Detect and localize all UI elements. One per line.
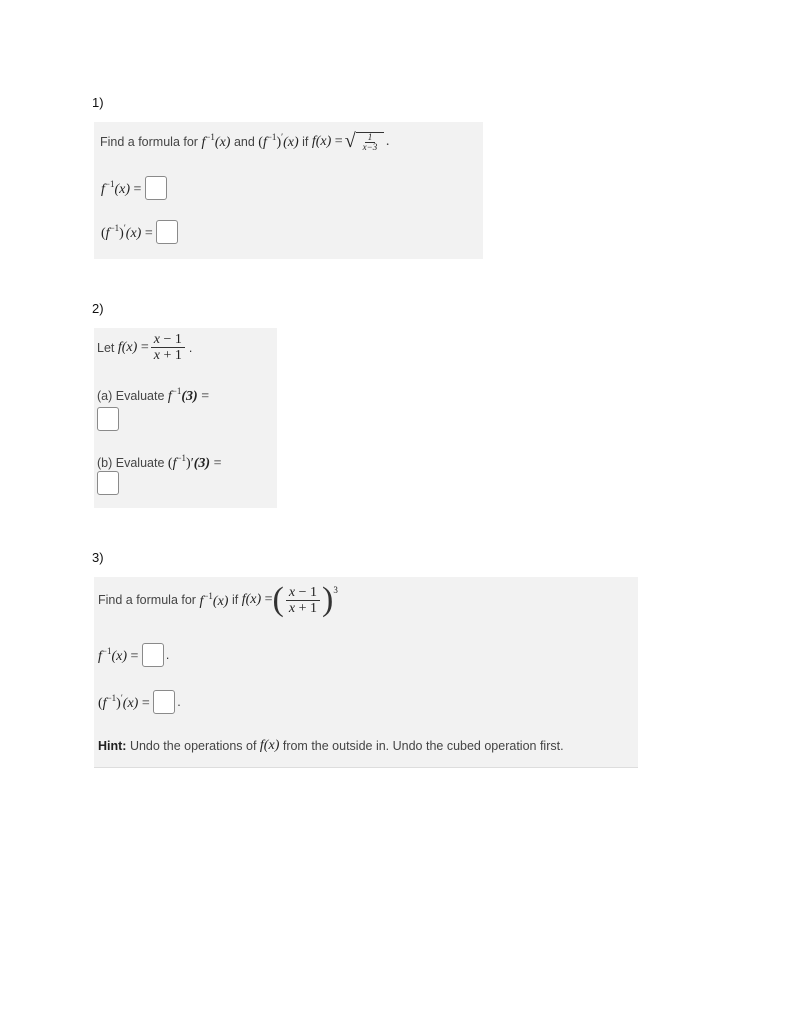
question-1-prompt — [100, 130, 390, 153]
hint-f-expr: f(x) — [259, 738, 280, 753]
f-definition: f(x) = — [311, 133, 343, 149]
if-text: if — [231, 593, 239, 607]
answer-1-input[interactable] — [142, 643, 164, 667]
answer-2-input[interactable] — [156, 220, 178, 244]
right-paren: ) — [321, 581, 334, 618]
question-1-number: 1) — [92, 95, 104, 110]
question-3-answer-1: $f^{-1}(x)$ = . — [98, 643, 169, 667]
question-3-number: 3) — [92, 550, 104, 565]
question-3-prompt — [98, 583, 338, 617]
part-a-answer — [97, 407, 119, 431]
part-b-answer — [97, 471, 119, 495]
if-text: if — [302, 134, 309, 149]
let-text: Let — [97, 340, 115, 355]
fraction-expression: $\frac{x - 1}{x + 1}$ — [286, 585, 320, 616]
answer-2-input[interactable] — [153, 690, 175, 714]
question-2-panel — [94, 328, 277, 508]
question-1-answer-2 — [101, 220, 178, 244]
part-b-prompt — [97, 453, 222, 472]
question-3-answer-2: $(f^{-1})'(x)$ = . — [98, 690, 181, 714]
hint — [98, 738, 564, 754]
question-1-answer-1 — [101, 176, 167, 200]
part-a-prompt — [97, 386, 209, 405]
part-b-text: (b) Evaluate — [97, 455, 165, 470]
part-b-input[interactable] — [97, 471, 119, 495]
question-2-number: 2) — [92, 301, 104, 316]
answer-1-label: $f^{-1}(x)$ = — [98, 645, 139, 664]
part-b-expr: $(f^{-1})'(3)$ = — [167, 453, 222, 471]
hint-label: Hint: — [98, 739, 127, 753]
f-definition: f(x) = — [117, 339, 149, 355]
f-definition: f(x) = — [241, 592, 273, 607]
finv-derivative-expr: $(f^{-1})'(x)$ — [258, 132, 299, 150]
and-text: and — [233, 134, 255, 149]
prompt-text: Find a formula for — [98, 593, 196, 607]
finv-expr: $f^{-1}(x)$ — [199, 590, 229, 609]
question-3-panel — [94, 577, 638, 768]
hint-text-2: from the outside in. Undo the cubed operation first. — [282, 739, 564, 753]
hint-text-1: Undo the operations of — [129, 739, 257, 753]
answer-2-label: $(f^{-1})'(x)$ = — [98, 692, 150, 711]
question-2-prompt: Let f(x) = $\frac{x - 1}{x + 1}$ . — [97, 332, 193, 363]
finv-expr: $f^{-1}(x)$ — [201, 132, 231, 150]
left-paren: ( — [272, 581, 284, 618]
question-1-panel — [94, 122, 483, 259]
part-a-text: (a) Evaluate — [97, 388, 165, 403]
answer-1-label: $f^{-1}(x)$ = — [101, 178, 142, 197]
answer-1-input[interactable] — [145, 176, 167, 200]
prompt-text: Find a formula for — [100, 134, 198, 149]
exponent-3: 3 — [333, 585, 338, 595]
sqrt-expression: √ $\frac{1}{x-3}$ . — [344, 130, 390, 152]
fraction-expression: $\frac{x - 1}{x + 1}$ — [151, 332, 185, 363]
part-a-expr: $f^{-1}(3)$ = — [167, 386, 210, 404]
answer-2-label: $(f^{-1})'(x)$ = — [101, 222, 153, 241]
part-a-input[interactable] — [97, 407, 119, 431]
